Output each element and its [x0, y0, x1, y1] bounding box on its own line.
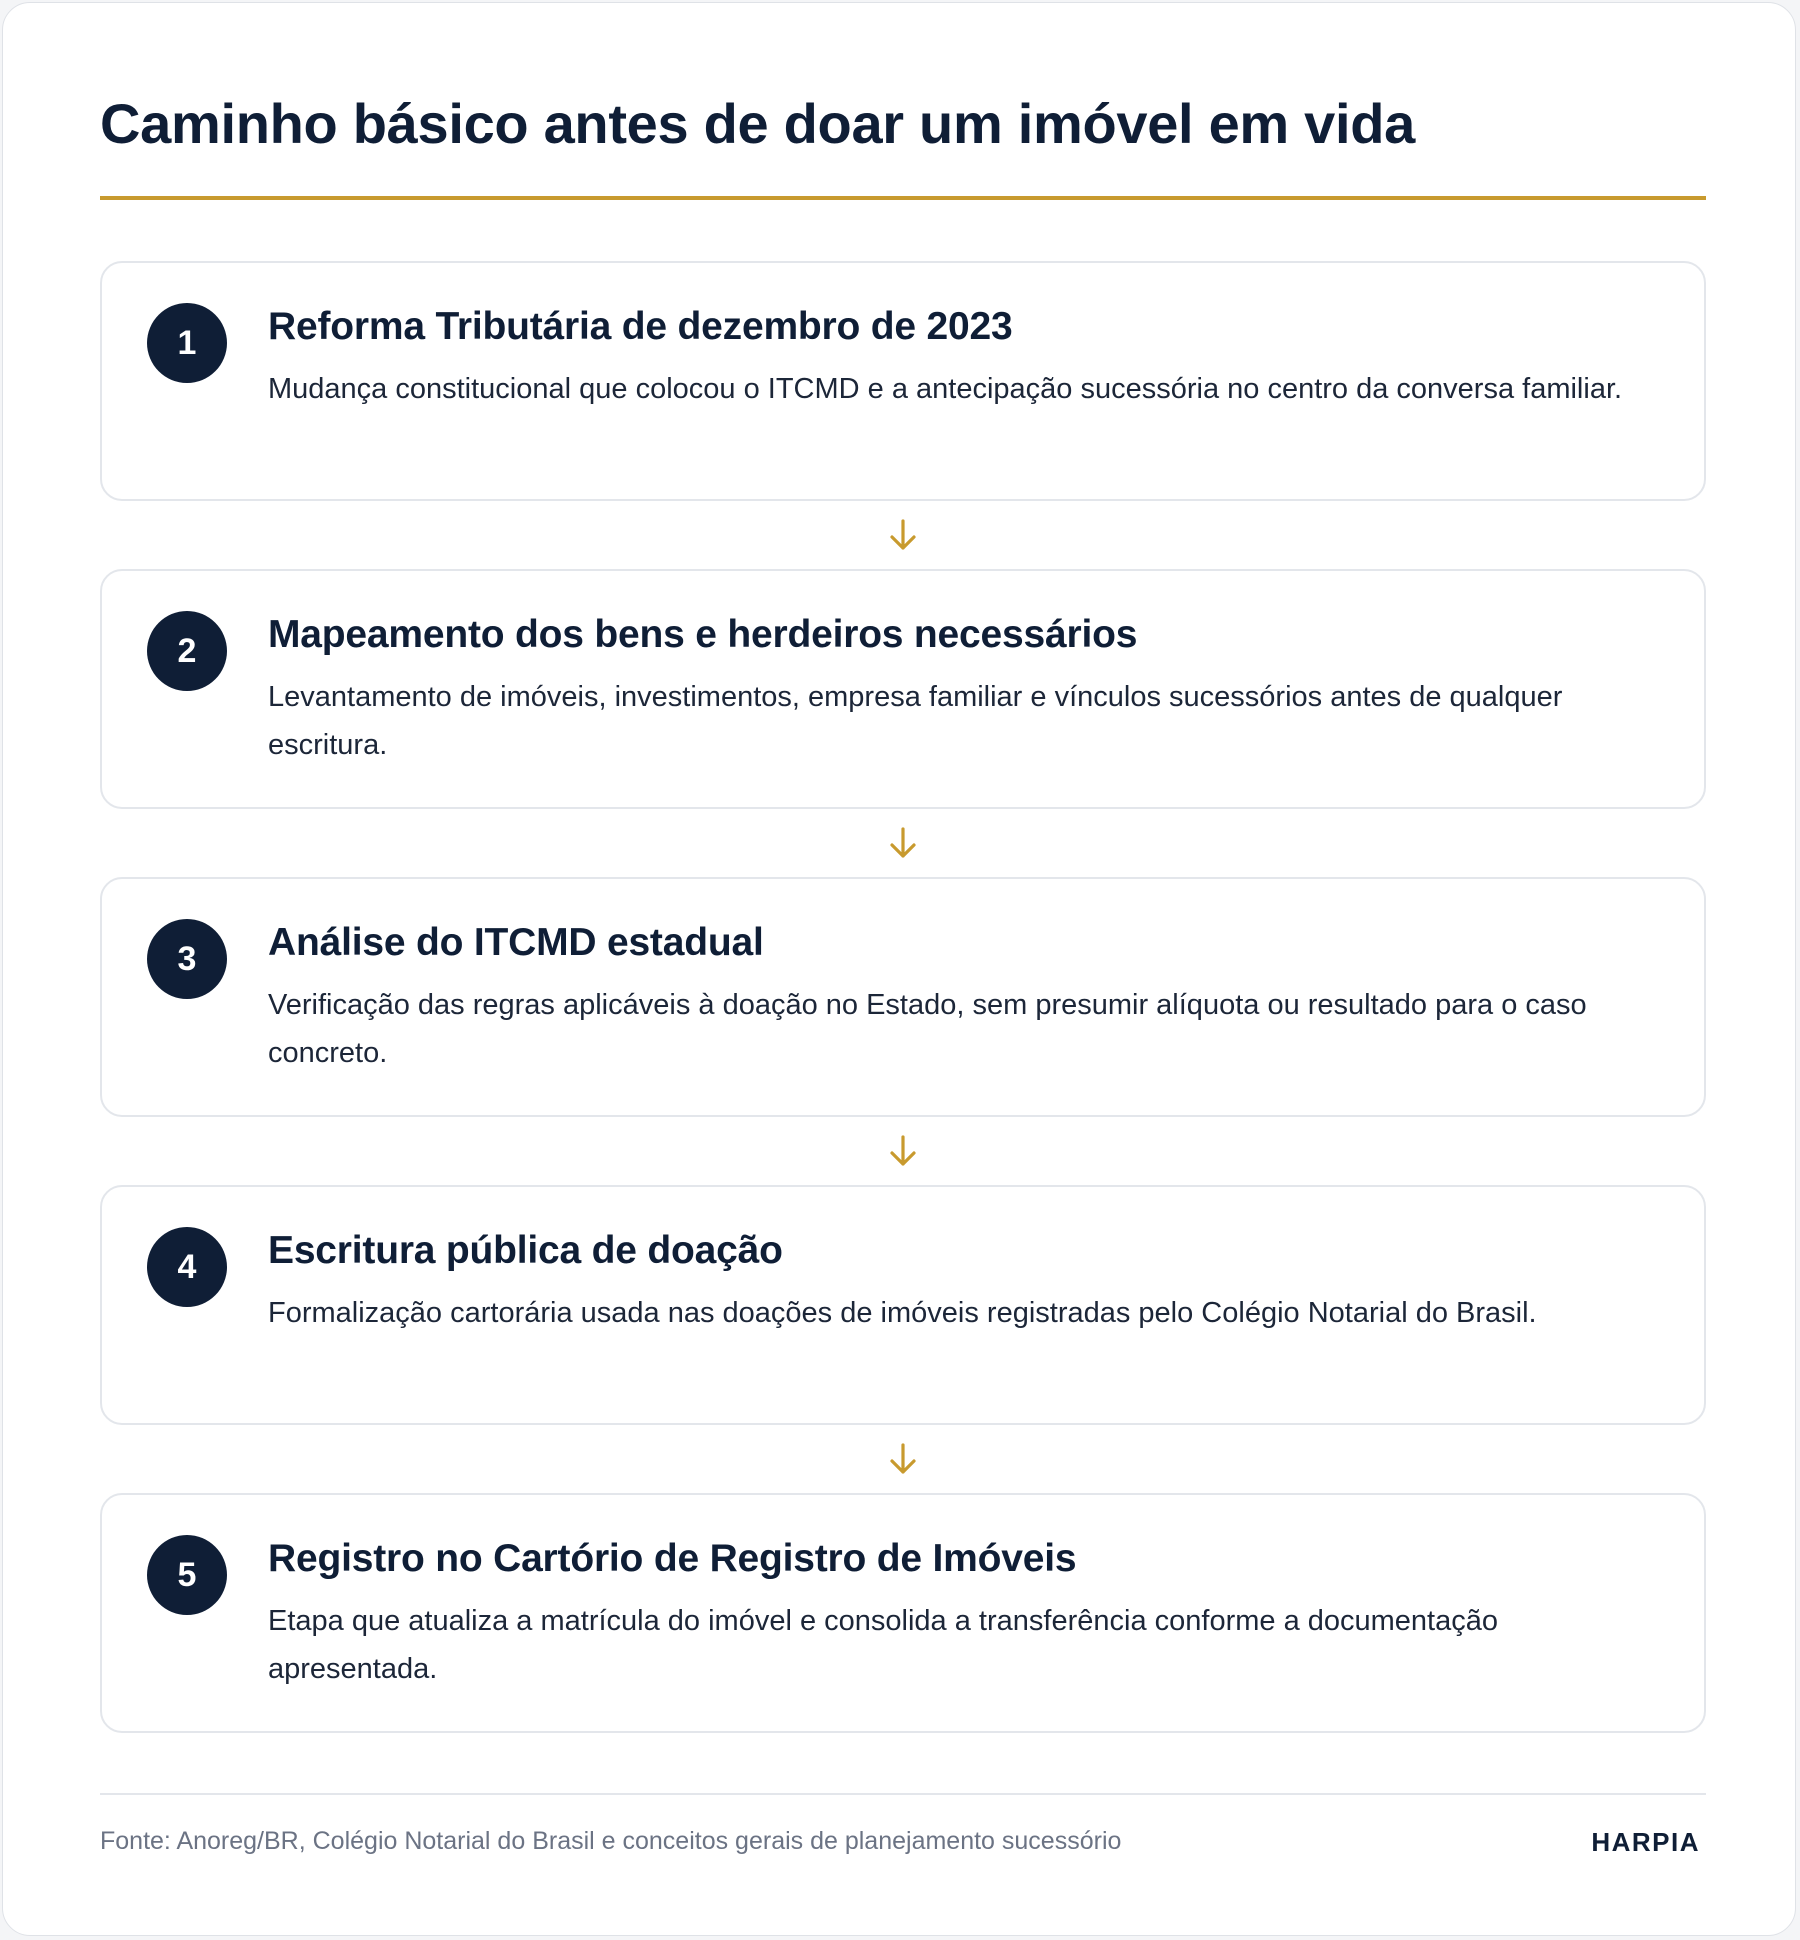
step-title: Registro no Cartório de Registro de Imóveis	[268, 1537, 1077, 1580]
brand-logo: HARPIA	[1591, 1827, 1700, 1857]
step-title: Reforma Tributária de dezembro de 2023	[268, 305, 1013, 348]
step-title: Mapeamento dos bens e herdeiros necessários	[268, 613, 1138, 656]
arrow-down-icon	[886, 518, 920, 552]
steps-flow	[100, 261, 1706, 1733]
step-number-badge: 4	[147, 1227, 227, 1307]
step-card-3	[100, 877, 1706, 1117]
step-number-badge: 3	[147, 919, 227, 999]
flow-connector	[100, 501, 1706, 569]
step-number-badge: 5	[147, 1535, 227, 1615]
step-number-badge: 1	[147, 303, 227, 383]
flow-connector	[100, 1425, 1706, 1493]
arrow-down-icon	[886, 826, 920, 860]
infographic-frame	[2, 2, 1796, 1936]
step-description: Etapa que atualiza a matrícula do imóvel e consolida a transferência conforme a documentação apresentada.	[268, 1605, 1498, 1685]
title-divider	[100, 196, 1706, 200]
flow-connector	[100, 809, 1706, 877]
step-title: Escritura pública de doação	[268, 1229, 783, 1272]
step-number-badge: 2	[147, 611, 227, 691]
page-title: Caminho básico antes de doar um imóvel em vida	[100, 92, 1416, 155]
flow-connector	[100, 1117, 1706, 1185]
step-card-2	[100, 569, 1706, 809]
footer-divider	[100, 1793, 1706, 1795]
step-description: Mudança constitucional que colocou o ITCMD e a antecipação sucessória no centro da conversa familiar.	[268, 373, 1623, 405]
step-card-4	[100, 1185, 1706, 1425]
step-card-1	[100, 261, 1706, 501]
step-card-5	[100, 1493, 1706, 1733]
arrow-down-icon	[886, 1442, 920, 1476]
step-description: Verificação das regras aplicáveis à doação no Estado, sem presumir alíquota ou resultado para o caso concreto.	[268, 989, 1587, 1069]
step-description: Levantamento de imóveis, investimentos, empresa familiar e vínculos sucessórios antes de qualquer escritura.	[268, 681, 1563, 761]
arrow-down-icon	[886, 1134, 920, 1168]
step-description: Formalização cartorária usada nas doações de imóveis registradas pelo Colégio Notarial do Brasil.	[268, 1297, 1537, 1329]
step-title: Análise do ITCMD estadual	[268, 921, 764, 964]
source-note: Fonte: Anoreg/BR, Colégio Notarial do Brasil e conceitos gerais de planejamento sucessório	[100, 1827, 1122, 1855]
